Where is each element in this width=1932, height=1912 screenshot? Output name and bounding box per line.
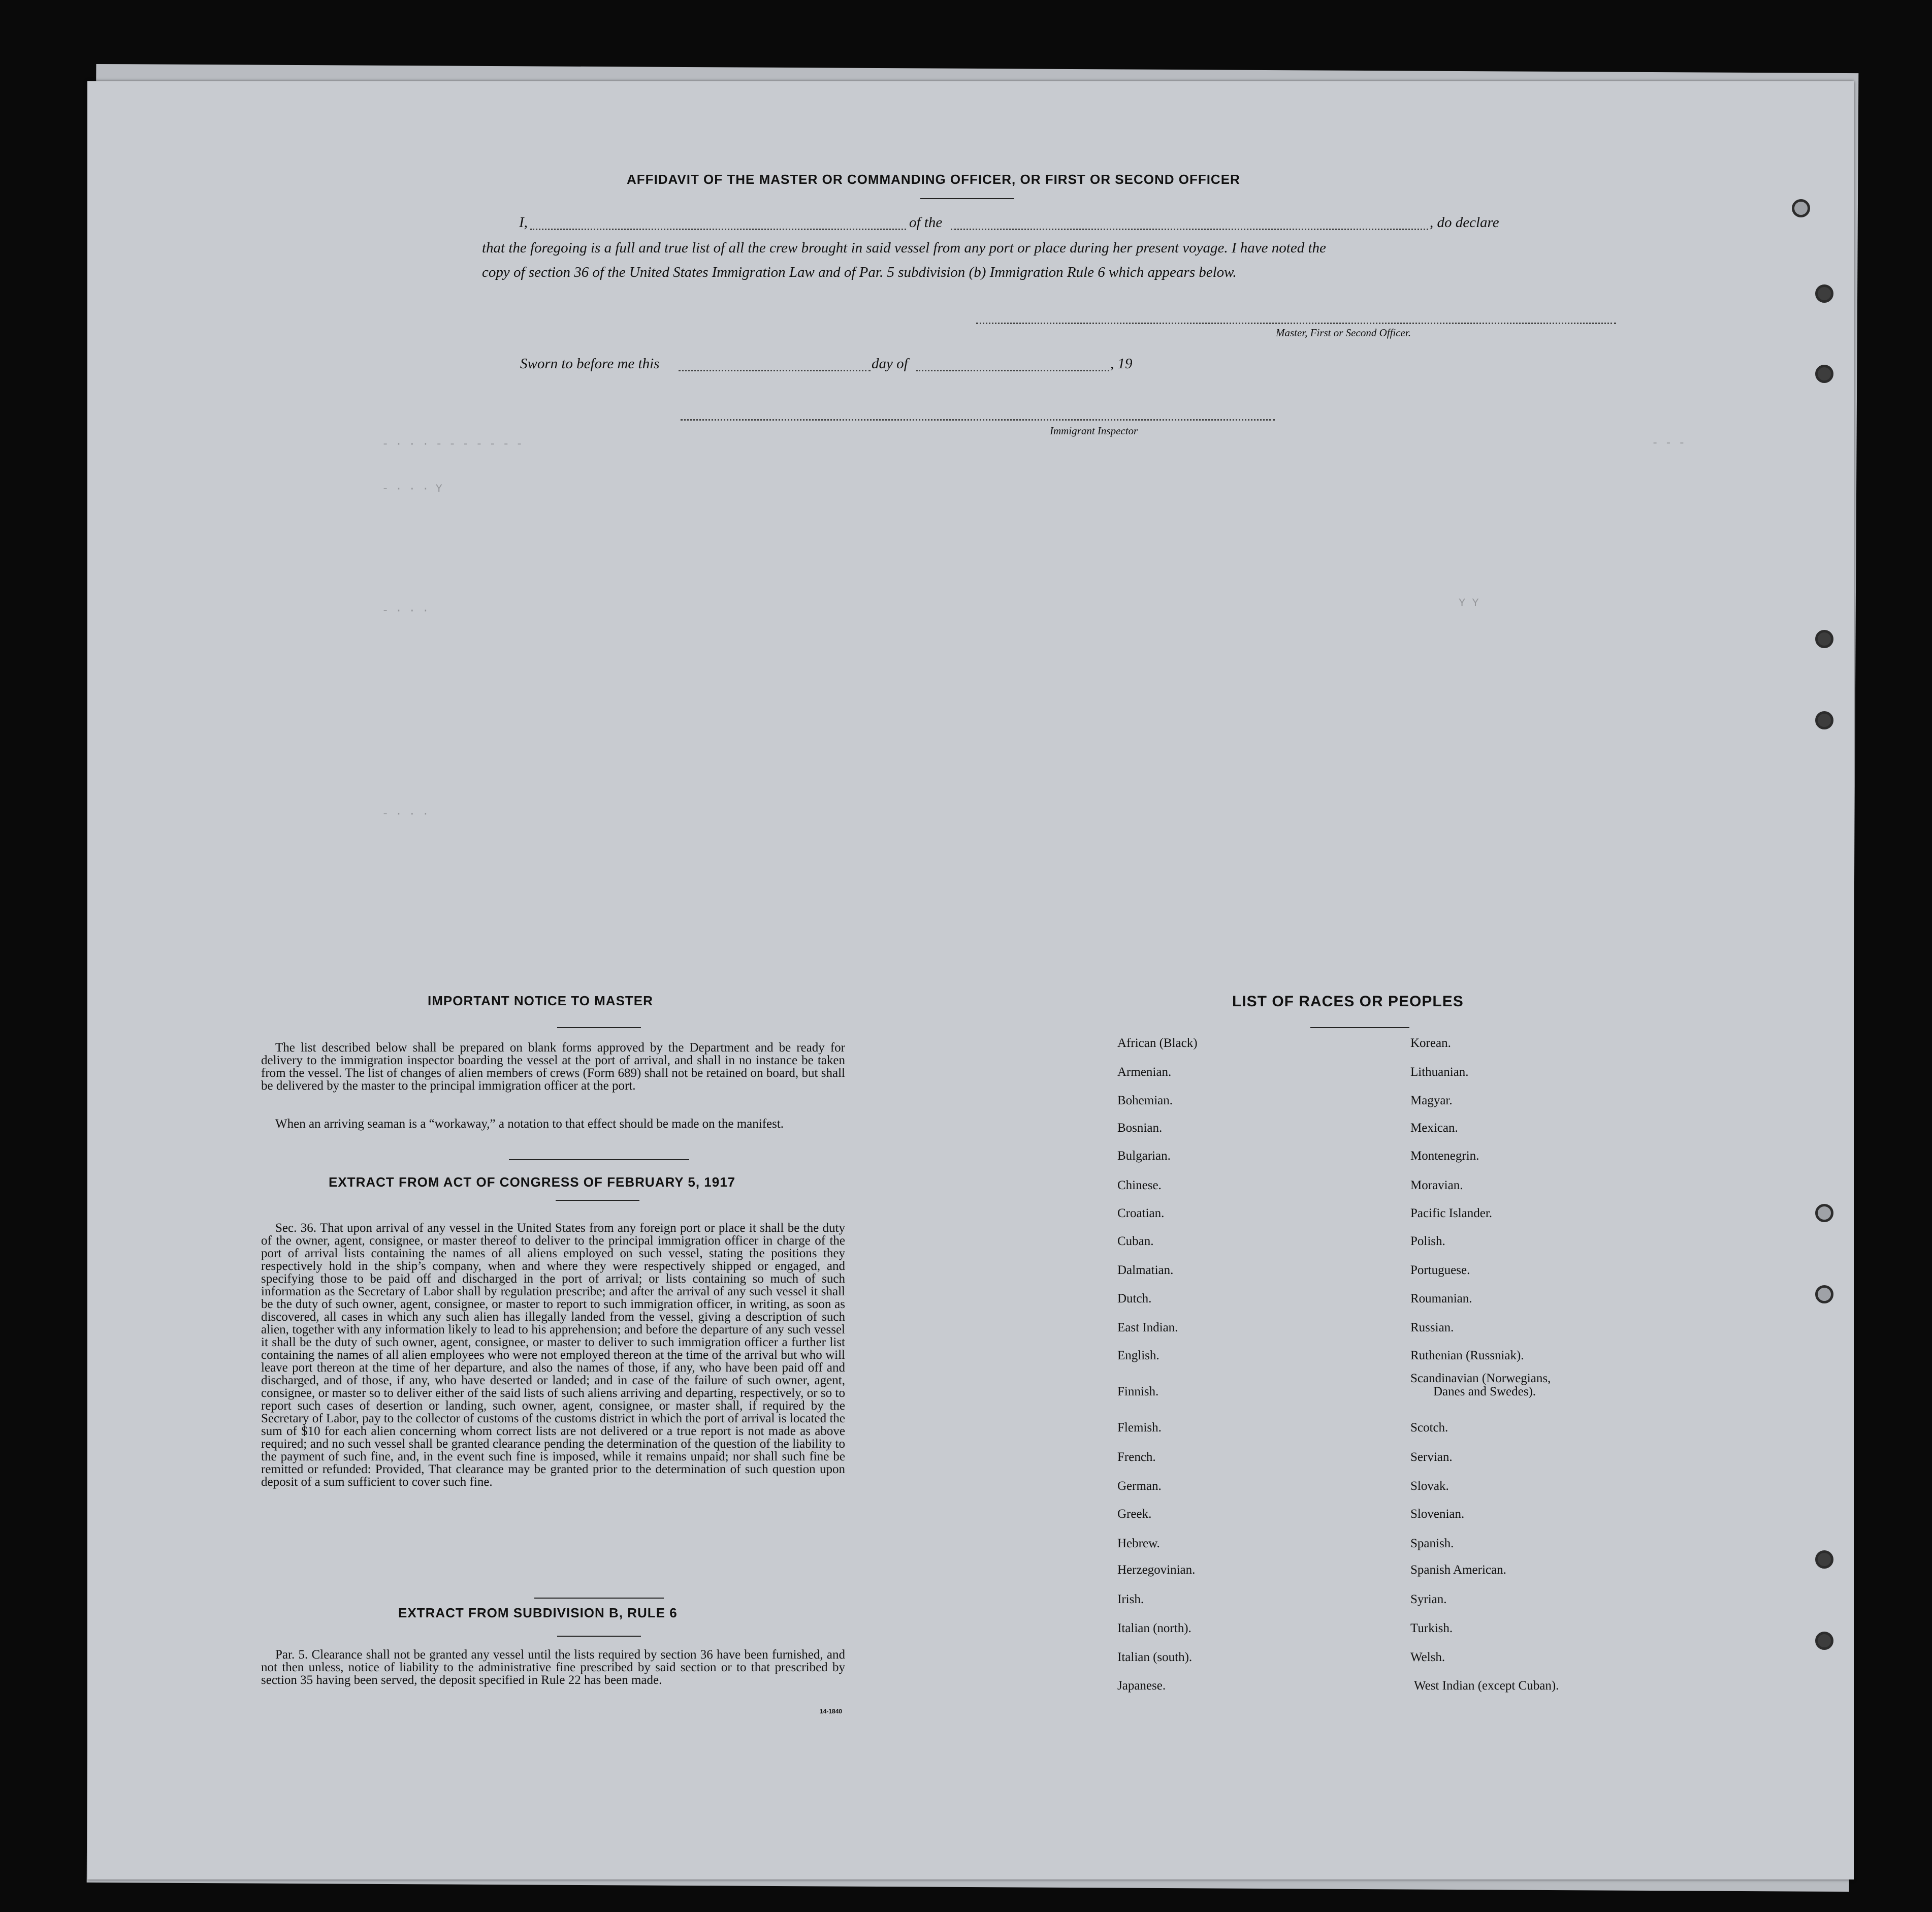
sworn-line (520, 356, 1180, 374)
officer-name-blank[interactable] (530, 229, 906, 230)
race-item-continuation: Danes and Swedes). (1433, 1385, 1536, 1398)
master-signature-label: Master, First or Second Officer. (1276, 327, 1411, 339)
race-item: Magyar. (1410, 1094, 1453, 1107)
bleed-through-marks: - · · · - - - - - - - (382, 438, 523, 451)
master-signature-line[interactable] (976, 323, 1616, 324)
race-item: Dalmatian. (1117, 1263, 1174, 1277)
race-item: Servian. (1410, 1450, 1453, 1464)
affidavit-line2: that the foregoing is a full and true list of all the crew brought in said vessel from any port or place during her present voyage. I have noted the (482, 240, 1326, 256)
race-item: Italian (south). (1117, 1650, 1193, 1664)
rule-extract-rule (557, 1636, 641, 1637)
race-item: Pacific Islander. (1410, 1206, 1493, 1220)
manifest-page (87, 81, 1854, 1879)
act-extract-text (261, 1222, 845, 1488)
bleed-through-marks: - · · · (382, 604, 429, 617)
race-item: Portuguese. (1410, 1263, 1470, 1277)
notice-title-rule (557, 1027, 641, 1028)
race-item: Roumanian. (1410, 1292, 1472, 1305)
notice-paragraph-1 (261, 1041, 845, 1092)
sworn-month-blank[interactable] (916, 370, 1109, 371)
inspector-signature-label: Immigrant Inspector (1050, 425, 1138, 437)
rule-extract-divider (534, 1598, 664, 1599)
punch-hole-icon (1815, 284, 1833, 303)
punch-hole-icon (1815, 1550, 1833, 1569)
race-item: Japanese. (1117, 1679, 1166, 1693)
rule-extract-title: EXTRACT FROM SUBDIVISION B, RULE 6 (398, 1605, 678, 1620)
race-item: Flemish. (1117, 1421, 1162, 1435)
race-item: English. (1117, 1349, 1160, 1362)
race-item: Armenian. (1117, 1065, 1172, 1079)
notice-paragraph-2 (261, 1118, 845, 1130)
race-item: Lithuanian. (1410, 1065, 1469, 1079)
race-item: Mexican. (1410, 1121, 1458, 1135)
race-item: Spanish American. (1410, 1563, 1506, 1577)
affidavit-line1 (519, 214, 1550, 233)
act-extract-title: EXTRACT FROM ACT OF CONGRESS OF FEBRUARY 5, 1917 (329, 1174, 736, 1190)
notice-paragraph-2-text: When an arriving seaman is a “workaway,” a notation to that effect should be made on the manifest. (275, 1117, 784, 1131)
affidavit-line3: copy of section 36 of the United States Immigration Law and of Par. 5 subdivision (b) Immigration Rule 6 which appears below. (482, 264, 1237, 280)
race-item: Slovak. (1410, 1479, 1449, 1493)
rule-extract-text (261, 1648, 845, 1686)
race-item: Moravian. (1410, 1178, 1463, 1192)
races-title: LIST OF RACES OR PEOPLES (1232, 993, 1464, 1010)
vessel-name-blank[interactable] (951, 229, 1428, 230)
race-item: Scotch. (1410, 1421, 1448, 1435)
race-item: Chinese. (1117, 1178, 1162, 1192)
race-item: Montenegrin. (1410, 1149, 1479, 1163)
form-number: 14-1840 (820, 1708, 843, 1715)
race-item: Herzegovinian. (1117, 1563, 1196, 1577)
race-item: Welsh. (1410, 1650, 1445, 1664)
race-item: Bosnian. (1117, 1121, 1163, 1135)
punch-hole-icon (1815, 1285, 1833, 1303)
sworn-day-blank[interactable] (679, 370, 871, 371)
bleed-through-marks: Y Y (1459, 597, 1479, 610)
affidavit-of-the-label: of the (909, 214, 943, 231)
race-item: French. (1117, 1450, 1156, 1464)
race-item: Syrian. (1410, 1592, 1447, 1606)
race-item: Dutch. (1117, 1292, 1152, 1305)
race-item: West Indian (except Cuban). (1414, 1679, 1559, 1693)
race-item: Spanish. (1410, 1537, 1454, 1550)
race-item: Italian (north). (1117, 1621, 1192, 1635)
punch-hole-icon (1792, 199, 1810, 217)
sworn-year-label: , 19 (1110, 356, 1133, 372)
act-extract-rule (556, 1200, 639, 1201)
race-item: Greek. (1117, 1507, 1152, 1521)
race-item: Scandinavian (Norwegians, (1410, 1372, 1551, 1385)
bleed-through-marks: - · · · Y (382, 483, 442, 495)
race-item: Bulgarian. (1117, 1149, 1171, 1163)
race-item: Korean. (1410, 1036, 1451, 1050)
affidavit-declare-label: , do declare (1430, 214, 1499, 231)
affidavit-i-label: I, (519, 214, 528, 231)
bleed-through-marks: - - - (1652, 437, 1686, 450)
race-item: Polish. (1410, 1234, 1445, 1248)
race-item: Bohemian. (1117, 1094, 1173, 1107)
act-extract-body: Sec. 36. That upon arrival of any vessel in the United States from any foreign port or place it shall be the duty of the owner, agent, consignee, or master thereof to deliver to the principal immigration officer in charge of the port of arrival lists containing the names of all aliens employed on such vessel, stating the positions they respectively hold in the ship’s company, when and where they were respectively shipped or engaged, and specifying those to be paid off and discharged in the port of arrival; or lists containing so much of such information as the Secretary of Labor shall by regulation prescribe; and after the arrival of any such vessel it shall be the duty of such owner, agent, consignee, or master to report to such immigration officer, in writing, as soon as discovered, all cases in which any such alien has illegally landed from the vessel, giving a description of such alien, together with any information likely to lead to his apprehension; and before the departure of any such vessel it shall be the duty of such owner, agent, consignee, or master to deliver to such immigration officer a further list containing the names of all alien employees who were not employed thereon at the time of the arrival but who will leave port thereon at the time of her departure, and also the names of those, if any, who have been paid off and discharged, and of those, if any, who have deserted or landed; and in case of the failure of such owner, agent, consignee, or master so to deliver either of the said lists of such aliens arriving and departing, respectively, or so to report such cases of desertion or landing, such owner, agent, consignee, or master shall, if required by the Secretary of Labor, pay to the collector of customs of the customs district in which the port of arrival is located the sum of $10 for each alien concerning whom correct lists are not delivered or a true report is not made as above required; and no such vessel shall be granted clearance pending the determination of the question of the liability to the payment of such fine, and, in the event such fine is imposed, while it remains unpaid; nor shall such fine be remitted or refunded: Provided, That clearance may be granted prior to the determination of such question upon deposit of a sum sufficient to cover such fine. (261, 1221, 845, 1489)
race-item: German. (1117, 1479, 1162, 1493)
races-title-rule (1310, 1027, 1409, 1028)
punch-hole-icon (1815, 711, 1833, 729)
punch-hole-icon (1815, 630, 1833, 648)
race-item: Cuban. (1117, 1234, 1154, 1248)
sworn-label: Sworn to before me this (520, 356, 660, 372)
race-item: Slovenian. (1410, 1507, 1465, 1521)
rule-extract-body: Par. 5. Clearance shall not be granted any vessel until the lists required by section 36 have been furnished, and not then unless, notice of liability to the administrative fine prescribed by said section or to that prescribed by section 35 having been served, the deposit specified in Rule 22 has been made. (261, 1648, 845, 1687)
punch-hole-icon (1815, 365, 1833, 383)
inspector-signature-line[interactable] (681, 419, 1275, 421)
notice-paragraph-1-text: The list described below shall be prepared on blank forms approved by the Department and be ready for delivery to the immigration inspector boarding the vessel at the port of arrival, and shall in no instance be taken from the vessel. The list of changes of alien members of crews (Form 689) shall not be retained on board, but shall be delivered by the master to the principal immigration officer at the port. (261, 1041, 845, 1093)
race-item: Finnish. (1117, 1385, 1159, 1398)
sworn-day-of-label: day of (872, 356, 908, 372)
race-item: East Indian. (1117, 1321, 1178, 1334)
race-item: African (Black) (1117, 1036, 1198, 1050)
race-item: Croatian. (1117, 1206, 1165, 1220)
bleed-through-marks: - · · · (382, 808, 429, 820)
notice-divider (509, 1159, 689, 1160)
punch-hole-icon (1815, 1204, 1833, 1222)
race-item: Ruthenian (Russniak). (1410, 1349, 1524, 1362)
race-item: Turkish. (1410, 1621, 1453, 1635)
affidavit-title-rule (920, 198, 1014, 199)
race-item: Russian. (1410, 1321, 1454, 1334)
race-item: Hebrew. (1117, 1537, 1160, 1550)
punch-hole-icon (1815, 1632, 1833, 1650)
affidavit-title: AFFIDAVIT OF THE MASTER OR COMMANDING OFFICER, OR FIRST OR SECOND OFFICER (627, 172, 1240, 187)
race-item: Irish. (1117, 1592, 1144, 1606)
notice-title: IMPORTANT NOTICE TO MASTER (428, 993, 653, 1008)
